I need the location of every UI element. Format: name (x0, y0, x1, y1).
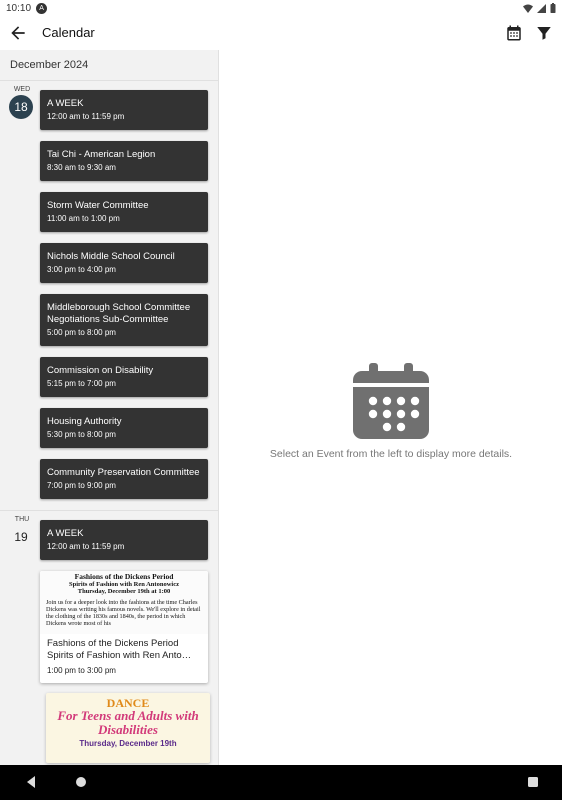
flyer-date: Thursday, December 19th at 1:00 (77, 588, 171, 595)
day-group-18 (0, 81, 218, 499)
flyer-subtitle: Spirits of Fashion with Ren Antonowicz (69, 581, 179, 588)
arrow-back-icon[interactable] (8, 23, 28, 43)
day-of-week: THU (14, 516, 30, 523)
flyer-body: Join us for a deeper look into the fashions at the time Charles Dickens was writing his famous novels. We'll explore in detail the clothing of the 1830s and 1840s, the period in which Dickens wrote most of his (46, 599, 201, 627)
event-time: 5:15 pm to 7:00 pm (47, 379, 116, 388)
event-name: Fashions of the Dickens Period Spirits of Fashion with Ren Anto… (47, 638, 192, 661)
event-card[interactable] (40, 459, 208, 499)
event-time: 12:00 am to 11:59 pm (47, 542, 125, 551)
event-time: 1:00 pm to 3:00 pm (47, 666, 116, 675)
event-time: 7:00 pm to 9:00 pm (47, 481, 116, 490)
dance-event-flyer[interactable] (46, 693, 210, 763)
status-time: 10:10 (6, 2, 32, 14)
event-card[interactable] (40, 408, 208, 448)
event-name: Tai Chi - American Legion (47, 149, 156, 160)
signal-icon (537, 4, 546, 13)
event-card[interactable] (40, 357, 208, 397)
event-time: 8:30 am to 9:30 am (47, 163, 116, 172)
flyer-dance-title: DANCE (106, 696, 150, 710)
app-bar (0, 16, 562, 50)
notification-icon: A (36, 3, 47, 14)
event-name: Storm Water Committee (47, 200, 149, 211)
day-label (9, 86, 35, 119)
flyer-dance-date: Thursday, December 19th (79, 739, 177, 748)
filter-icon[interactable] (535, 24, 553, 42)
day-of-week: WED (13, 86, 31, 93)
event-time: 5:00 pm to 8:00 pm (47, 328, 116, 337)
event-card[interactable] (40, 294, 208, 346)
event-name: A WEEK (47, 528, 84, 539)
event-name: A WEEK (47, 98, 84, 109)
event-time: 5:30 pm to 8:00 pm (47, 430, 116, 439)
month-header: December 2024 (0, 50, 218, 81)
wifi-icon (523, 4, 533, 13)
day-group-19 (0, 511, 218, 763)
event-name: Nichols Middle School Council (47, 251, 175, 262)
event-card[interactable] (40, 192, 208, 232)
image-event-card[interactable] (40, 571, 208, 683)
event-card[interactable] (40, 520, 208, 560)
detail-placeholder-text: Select an Event from the left to display more details. (269, 448, 513, 460)
day-label (9, 516, 35, 549)
flyer-dance-subtitle: For Teens and Adults with Disabilities (57, 708, 199, 737)
event-list-pane[interactable] (0, 50, 219, 765)
event-card[interactable] (40, 243, 208, 283)
event-card[interactable] (40, 141, 208, 181)
battery-icon (550, 3, 556, 13)
status-bar (0, 0, 562, 16)
calendar-view-icon[interactable] (505, 24, 523, 42)
day-number: 19 (14, 530, 28, 544)
event-time: 3:00 pm to 4:00 pm (47, 265, 116, 274)
event-flyer-image (40, 571, 208, 634)
nav-recents-icon[interactable] (526, 775, 540, 789)
calendar-icon (351, 361, 431, 441)
status-icons (523, 3, 556, 13)
system-nav-bar (0, 765, 562, 800)
event-name: Housing Authority (47, 416, 122, 427)
page-title: Calendar (42, 25, 95, 40)
nav-home-icon[interactable] (74, 775, 88, 789)
nav-back-icon[interactable] (24, 775, 38, 789)
event-detail-pane (220, 50, 562, 765)
day-number-today: 18 (9, 95, 33, 119)
event-time: 12:00 am to 11:59 pm (47, 112, 125, 121)
event-card[interactable] (40, 90, 208, 130)
event-name: Middleborough School Committee Negotiations Sub-Committee (47, 302, 191, 325)
flyer-title: Fashions of the Dickens Period (74, 572, 174, 581)
event-name: Community Preservation Committee (47, 467, 200, 478)
event-time: 11:00 am to 1:00 pm (47, 214, 120, 223)
event-name: Commission on Disability (47, 365, 154, 376)
